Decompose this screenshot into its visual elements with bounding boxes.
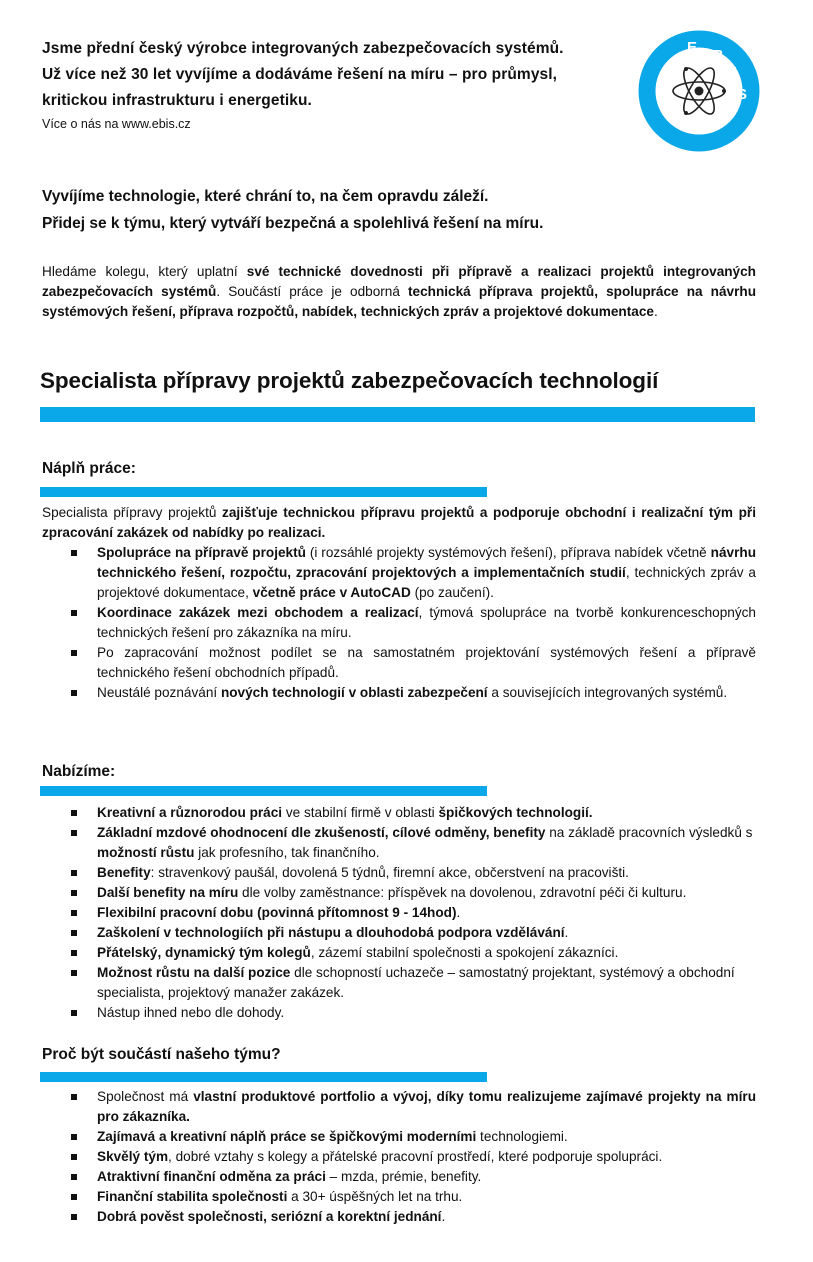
bullet-icon <box>71 1134 77 1140</box>
logo-letter-i: I <box>732 64 738 81</box>
napln-heading: Náplň práce: <box>42 460 136 477</box>
list-item-text: – mzda, prémie, benefity. <box>325 1169 482 1184</box>
list-item-text: dle volby zaměstnance: příspěvek na dovolenou, zdravotní péči či kulturu. <box>238 885 687 900</box>
lead-text-1: Hledáme kolegu, který uplatní <box>42 264 247 279</box>
list-item-bold: Atraktivní finanční odměna za práci <box>97 1169 326 1184</box>
list-item-bold: Další benefity na míru <box>97 885 239 900</box>
intro-line-3: kritickou infrastrukturu i energetiku. <box>42 92 312 109</box>
list-item <box>42 1167 756 1187</box>
bullet-icon <box>71 910 77 916</box>
list-item-text: a souvisejících integrovaných systémů. <box>487 685 728 700</box>
bullet-icon <box>71 1194 77 1200</box>
list-item-text: Po zapracování možnost podílet se na samostatném projektování systémových řešení a přípravě technického řešení obchodních případů. <box>97 645 756 680</box>
bullet-icon <box>71 610 77 616</box>
list-item <box>42 803 756 823</box>
list-item-bold: Dobrá pověst společnosti, seriózní a korektní jednání <box>97 1209 442 1224</box>
list-item <box>42 923 756 943</box>
list-item-text: Společnost má <box>97 1089 194 1104</box>
list-item-bold: Přátelský, dynamický tým kolegů <box>97 945 311 960</box>
list-item-text: : stravenkový paušál, dovolená 5 týdnů, firemní akce, občerstvení na pracovišti. <box>150 865 629 880</box>
napln-accent-bar <box>40 487 487 497</box>
list-item-text: dle schopností uchazeče – samostatný projektant, systémový a obchodní specialista, projektový manažer zakázek. <box>97 965 735 1000</box>
list-item-bold: Koordinace zakázek mezi obchodem a realizací <box>97 605 419 620</box>
list-item-bold: nových technologií v oblasti zabezpečení <box>220 685 488 700</box>
list-item-bold: Benefity <box>97 865 151 880</box>
bullet-icon <box>71 690 77 696</box>
list-item-text: (po zaučení). <box>410 585 494 600</box>
nabizime-list <box>42 803 756 1023</box>
list-item <box>42 603 756 643</box>
napln-intro-text: Specialista přípravy projektů <box>42 505 223 520</box>
list-item-text: , týmová spolupráce na tvorbě konkurenceschopných technických řešení pro zákazníka na míru. <box>97 605 756 640</box>
bullet-icon <box>71 550 77 556</box>
lead-paragraph <box>42 262 756 322</box>
list-item <box>42 1207 756 1227</box>
bullet-icon <box>71 870 77 876</box>
napln-intro <box>42 503 756 543</box>
tagline <box>42 183 762 237</box>
lead-bold-1: své technické dovednosti při přípravě a realizaci projektů integrovaných zabezpečovacích systémů <box>42 264 756 299</box>
website-line: Více o nás na www.ebis.cz <box>42 117 191 131</box>
napln-intro-bold: zajišťuje technickou přípravu projektů a podporuje obchodní i realizační tým při zpracování zakázek od nabídky po realizaci. <box>42 505 756 540</box>
list-item-bold: špičkových technologií. <box>438 805 593 820</box>
list-item-bold: Finanční stabilita společnosti <box>97 1189 288 1204</box>
list-item-text: . <box>564 925 569 940</box>
list-item <box>42 823 756 863</box>
list-item-bold: včetně práce v AutoCAD <box>252 585 411 600</box>
intro-line-2: Už více než 30 let vyvíjíme a dodáváme řešení na míru – pro průmysl, <box>42 66 558 83</box>
proc-accent-bar <box>40 1072 487 1082</box>
list-item-bold: Skvělý tým <box>97 1149 169 1164</box>
list-item-bold: Spolupráce na přípravě projektů <box>97 545 306 560</box>
list-item-bold: Základní mzdové ohodnocení dle zkušeností, cílové odměny, benefity <box>97 825 546 840</box>
list-item-text: ve stabilní firmě v oblasti <box>282 805 439 820</box>
logo-letter-b: B <box>712 47 724 64</box>
lead-bold-2: technická příprava projektů, spolupráce na návrhu systémových řešení, příprava rozpočtů, nabídek, technických zpráv a projektové dokumentace <box>42 284 756 319</box>
list-item-bold: návrhu technického řešení, rozpočtu, zpracování projektových a implementačních studií <box>97 545 756 580</box>
list-item-text: technologiemi. <box>476 1129 568 1144</box>
logo-letter-s: S <box>736 86 748 103</box>
bullet-icon <box>71 830 77 836</box>
nabizime-accent-bar <box>40 786 487 796</box>
bullet-icon <box>71 1174 77 1180</box>
list-item-text: a 30+ úspěšných let na trhu. <box>287 1189 463 1204</box>
lead-text-3: . <box>653 304 658 319</box>
job-title: Specialista přípravy projektů zabezpečovacích technologií <box>40 368 659 393</box>
bullet-icon <box>71 890 77 896</box>
bullet-icon <box>71 650 77 656</box>
list-item-bold: Kreativní a různorodou práci <box>97 805 283 820</box>
bullet-icon <box>71 1214 77 1220</box>
company-intro <box>42 36 622 134</box>
bullet-icon <box>71 1094 77 1100</box>
list-item-bold: Flexibilní pracovní dobu (povinná přítomnost 9 - 14hod) <box>97 905 457 920</box>
list-item-text: Nástup ihned nebo dle dohody. <box>97 1005 285 1020</box>
list-item <box>42 643 756 683</box>
list-item-bold: Možnost růstu na další pozice <box>97 965 291 980</box>
list-item-text: . <box>456 905 461 920</box>
list-item <box>42 1147 756 1167</box>
proc-heading: Proč být součástí našeho týmu? <box>42 1046 281 1063</box>
list-item-bold: Zajímavá a kreativní náplň práce se špičkovými moderními <box>97 1129 477 1144</box>
list-item-text: jak profesního, tak finančního. <box>194 845 380 860</box>
title-accent-bar <box>40 407 755 422</box>
list-item <box>42 903 756 923</box>
proc-list <box>42 1087 756 1227</box>
lead-text-2: . Součástí práce je odborná <box>216 284 409 299</box>
bullet-icon <box>71 1010 77 1016</box>
ebis-logo <box>638 30 760 152</box>
list-item <box>42 863 756 883</box>
list-item <box>42 963 756 1003</box>
list-item-bold: Zaškolení v technologiích při nástupu a dlouhodobá podpora vzdělávání <box>97 925 565 940</box>
logo-letter-e: E <box>686 39 698 56</box>
intro-line-1: Jsme přední český výrobce integrovaných zabezpečovacích systémů. <box>42 40 564 57</box>
list-item-text: , zázemí stabilní společnosti a spokojení zákazníci. <box>310 945 619 960</box>
list-item <box>42 1187 756 1207</box>
list-item-text: na základě pracovních výsledků s <box>545 825 753 840</box>
list-item <box>42 543 756 603</box>
list-item <box>42 1003 756 1023</box>
list-item-text: , dobré vztahy s kolegy a přátelské pracovní prostředí, které podporuje spolupráci. <box>168 1149 663 1164</box>
list-item <box>42 943 756 963</box>
list-item <box>42 1127 756 1147</box>
list-item <box>42 1087 756 1127</box>
list-item-bold: možností růstu <box>97 845 195 860</box>
napln-list <box>42 543 756 703</box>
list-item-text: (i rozsáhlé projekty systémových řešení), příprava nabídek včetně <box>305 545 711 560</box>
tagline-line-1: Vyvíjíme technologie, které chrání to, na čem opravdu záleží. <box>42 188 489 205</box>
bullet-icon <box>71 950 77 956</box>
list-item-bold: vlastní produktové portfolio a vývoj, díky tomu realizujeme zajímavé projekty na míru pro zákazníka. <box>97 1089 757 1124</box>
bullet-icon <box>71 810 77 816</box>
bullet-icon <box>71 930 77 936</box>
bullet-icon <box>71 1154 77 1160</box>
list-item-text: Neustálé poznávání <box>97 685 221 700</box>
bullet-icon <box>71 970 77 976</box>
list-item-text: , technických zpráv a projektové dokumentace, <box>97 565 756 600</box>
list-item <box>42 683 756 703</box>
nabizime-heading: Nabízíme: <box>42 763 116 780</box>
tagline-line-2: Přidej se k týmu, který vytváří bezpečná a spolehlivá řešení na míru. <box>42 215 544 232</box>
list-item-text: . <box>441 1209 446 1224</box>
list-item <box>42 883 756 903</box>
